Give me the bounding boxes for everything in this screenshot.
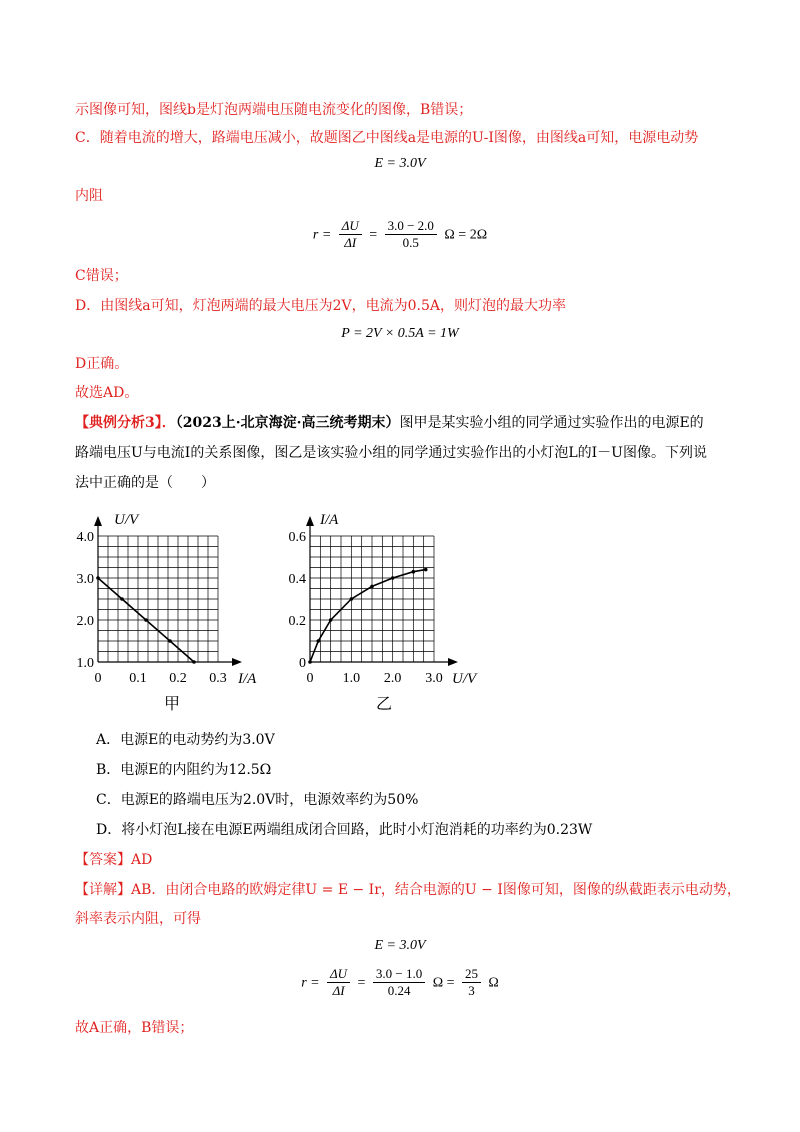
- paragraph-b-conclusion: 示图像可知，图线b是灯泡两端电压随电流变化的图像，B错误；: [75, 102, 473, 118]
- denominator: 0.5: [402, 235, 419, 250]
- equation-power: P = 2V × 0.5A = 1W: [341, 326, 459, 341]
- chart-caption: 甲: [164, 696, 181, 713]
- question-line-2: 路端电压U与电流I的关系图像，图乙是该实验小组的同学通过实验作出的小灯泡L的I－U图像。下列说: [75, 445, 707, 461]
- x-tick-label: 0.3: [209, 671, 227, 686]
- denominator: ΔI: [332, 983, 345, 998]
- numerator: 25: [462, 966, 481, 983]
- grid: [310, 536, 434, 662]
- x-tick-label: 0: [306, 671, 314, 686]
- data-point: [329, 618, 333, 622]
- y-tick-label: 4.0: [76, 530, 94, 545]
- fraction-delta: [327, 966, 350, 999]
- question-line-1: [75, 413, 704, 433]
- paragraph-answer-ad: 故选AD。: [75, 385, 139, 401]
- paragraph-c: C．随着电流的增大，路端电压减小，故题图乙中图线a是电源的U-I图像，由图线a可知，电源电动势: [75, 130, 699, 146]
- series: [308, 568, 427, 664]
- numerator: ΔU: [327, 966, 350, 983]
- data-point: [316, 639, 320, 643]
- data-point: [424, 568, 428, 572]
- question-line-3: 法中正确的是（ ）: [75, 475, 215, 491]
- y-tick-label: 2.0: [76, 614, 94, 629]
- detail-line-1: 【详解】AB．由闭合电路的欧姆定律U = E − Ir，结合电源的U − I图像可知，图像的纵截距表示电动势，: [75, 882, 741, 898]
- paragraph-d: D．由图线a可知，灯泡两端的最大电压为2V，电流为0.5A，则灯泡的最大功率: [75, 298, 566, 314]
- denominator: 0.24: [387, 983, 411, 998]
- data-point: [192, 660, 196, 664]
- question-source: （2023上·北京海淀·高三统考期末）: [175, 415, 400, 431]
- chart-jia: [72, 506, 272, 716]
- x-axis-label: I/A: [238, 671, 257, 687]
- equation-emf-2: E = 3.0V: [374, 938, 426, 953]
- paragraph-d-correct: D正确。: [75, 356, 129, 372]
- question-tag: 【典例分析3】．: [75, 415, 176, 431]
- denominator: ΔI: [344, 235, 357, 250]
- fraction-delta: [339, 218, 362, 251]
- grid: [98, 536, 218, 662]
- answer-line: 【答案】AD: [75, 852, 153, 868]
- data-point: [120, 597, 124, 601]
- numerator: 3.0 − 2.0: [385, 218, 437, 235]
- y-tick-label: 0.2: [288, 614, 306, 629]
- x-axis-arrow: [448, 658, 458, 666]
- eq-rhs: Ω = 2Ω: [444, 227, 488, 243]
- fraction-values: [385, 218, 437, 251]
- equals-sign: =: [357, 975, 366, 991]
- data-point: [308, 660, 312, 664]
- paragraph-internal-resistance: 内阻: [75, 188, 103, 204]
- x-tick-label: 3.0: [425, 671, 443, 686]
- fraction-values: [373, 966, 425, 999]
- data-point: [391, 576, 395, 580]
- y-axis-label: I/A: [320, 512, 339, 528]
- x-tick-label: 1.0: [342, 671, 361, 686]
- option-a: A．电源E的电动势约为3.0V: [96, 732, 275, 748]
- equation-resistance-2: [0, 966, 800, 999]
- chart-yi: [280, 506, 490, 716]
- y-tick-label: 0.6: [288, 530, 306, 545]
- eq-middle: Ω =: [432, 975, 455, 991]
- x-axis-arrow: [232, 658, 242, 666]
- eq-rhs: Ω: [488, 975, 499, 991]
- y-axis-label: U/V: [114, 512, 139, 528]
- series-line: [310, 570, 426, 662]
- x-tick-label: 2.0: [383, 671, 402, 686]
- eq-lhs: r =: [301, 975, 320, 991]
- numerator: 3.0 − 1.0: [373, 966, 425, 983]
- equals-sign: =: [369, 227, 378, 243]
- equation-resistance-1: [0, 218, 800, 251]
- data-point: [412, 570, 416, 574]
- equation-emf: E = 3.0V: [374, 156, 426, 171]
- data-point: [144, 618, 148, 622]
- numerator: ΔU: [339, 218, 362, 235]
- option-b: B．电源E的内阻约为12.5Ω: [96, 762, 272, 778]
- y-axis-arrow: [306, 516, 314, 526]
- y-tick-label: 0: [299, 656, 306, 671]
- eq-lhs: r =: [312, 227, 332, 243]
- data-point: [350, 597, 354, 601]
- y-axis-arrow: [94, 516, 102, 526]
- data-point: [168, 639, 172, 643]
- paragraph-c-wrong: C错误；: [75, 268, 128, 284]
- final-line: 故A正确，B错误；: [75, 1020, 194, 1036]
- data-point: [370, 585, 374, 589]
- chart-caption: 乙: [376, 696, 393, 713]
- data-point: [96, 576, 100, 580]
- y-tick-label: 3.0: [76, 572, 94, 587]
- x-axis-label: U/V: [452, 671, 477, 687]
- fraction-result: [462, 966, 481, 999]
- x-tick-label: 0: [94, 671, 102, 686]
- option-d: D．将小灯泡L接在电源E两端组成闭合回路，此时小灯泡消耗的功率约为0.23W: [96, 822, 593, 838]
- y-tick-label: 0.4: [288, 572, 306, 587]
- denominator: 3: [468, 983, 475, 998]
- x-tick-label: 0.1: [129, 671, 147, 686]
- option-c: C．电源E的路端电压为2.0V时，电源效率约为50%: [96, 792, 419, 808]
- detail-line-2: 斜率表示内阻，可得: [75, 911, 201, 927]
- y-tick-label: 1.0: [76, 656, 94, 671]
- question-text-1: 图甲是某实验小组的同学通过实验作出的电源E的: [399, 415, 704, 431]
- x-tick-label: 0.2: [169, 671, 187, 686]
